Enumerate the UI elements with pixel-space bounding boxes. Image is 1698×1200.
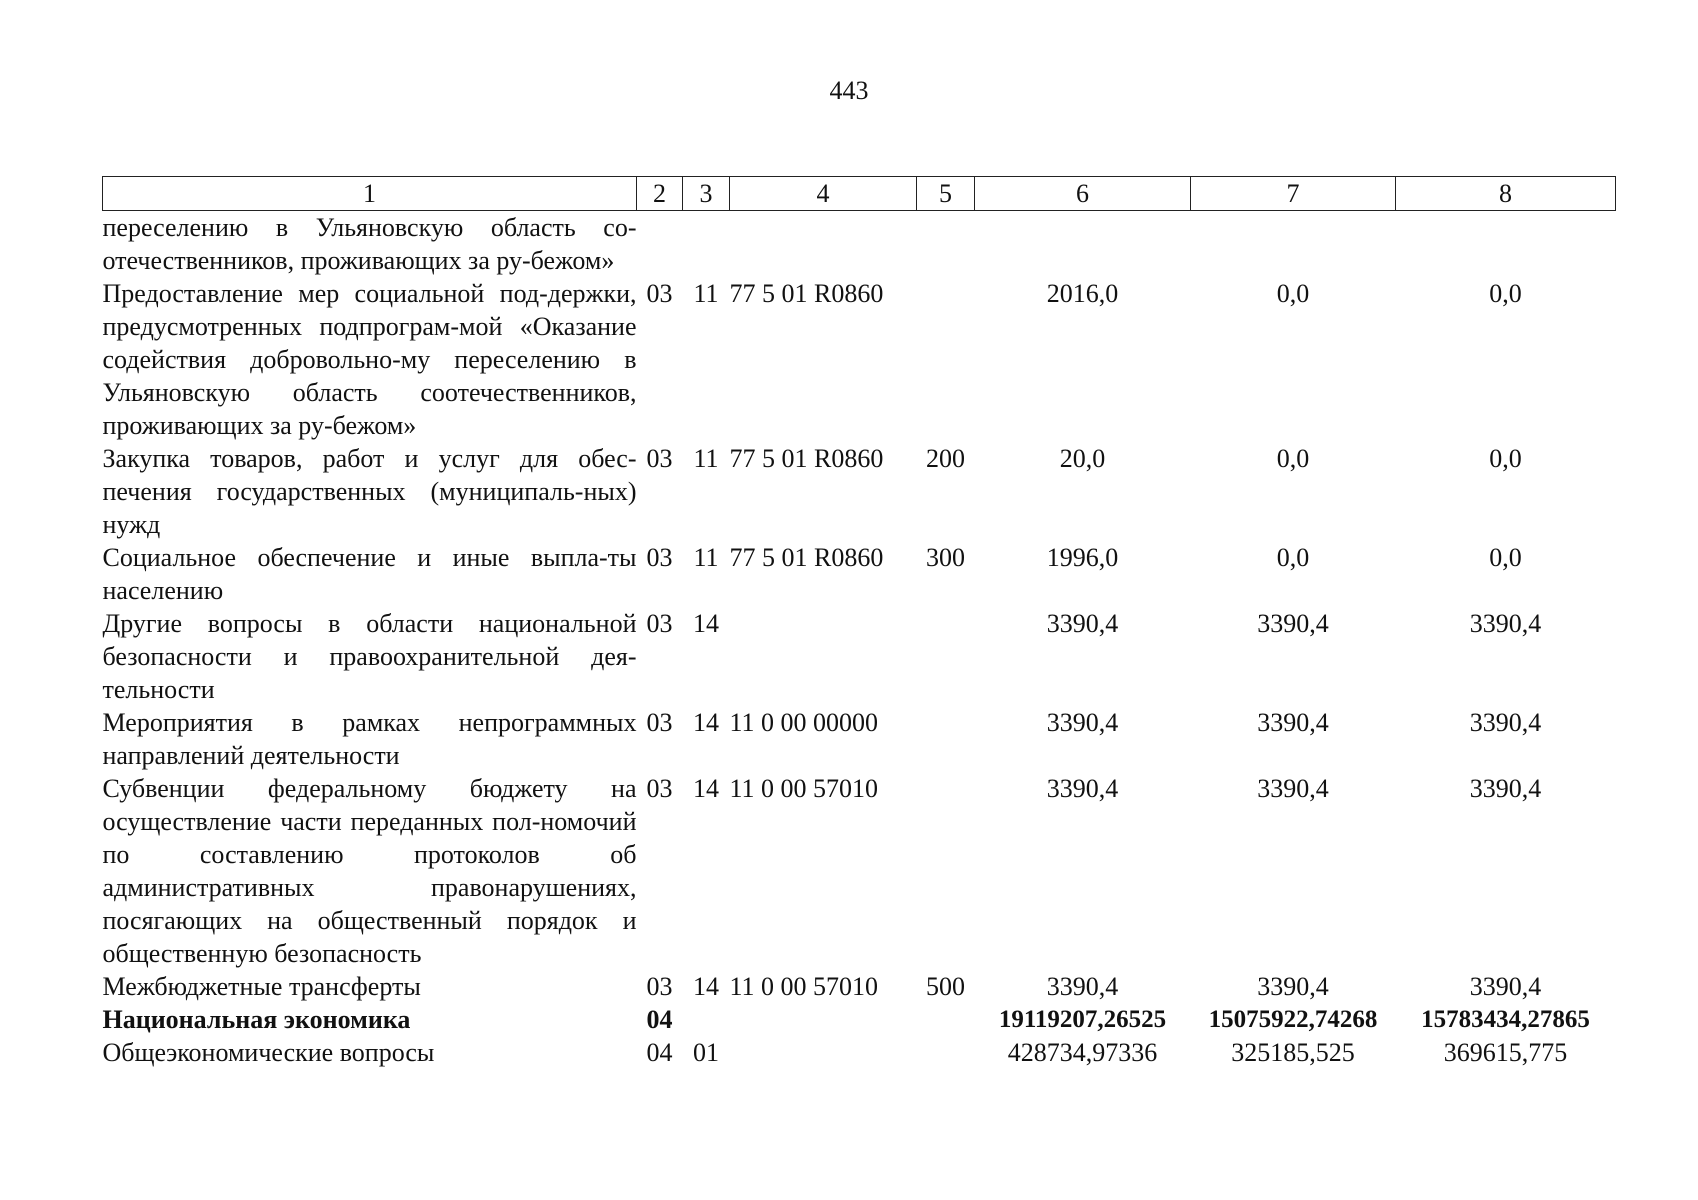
row-name: Закупка товаров, работ и услуг для обес-печения государственных (муниципаль-ных) нужд xyxy=(102,444,637,539)
row-section: 03 xyxy=(646,444,673,473)
row-section: 04 xyxy=(646,1005,673,1034)
row-section: 03 xyxy=(646,543,673,572)
row-subsection: 11 xyxy=(693,543,719,572)
row-expense-type: 200 xyxy=(926,444,965,473)
row-target-code: 11 0 00 57010 xyxy=(729,774,879,803)
column-header-5: 5 xyxy=(917,177,975,211)
row-expense-type xyxy=(917,1003,975,1036)
column-header-1: 1 xyxy=(103,177,637,211)
row-value-col8: 3390,4 xyxy=(1469,609,1542,638)
row-target-code: 77 5 01 R0860 xyxy=(729,543,884,572)
row-section: 03 xyxy=(646,708,673,737)
row-subsection: 11 xyxy=(693,279,719,308)
row-expense-type xyxy=(917,607,975,706)
table-row-section-total xyxy=(103,1003,1616,1036)
row-name: Предоставление мер социальной под-держки, предусмотренных подпрограм-мой «Оказание содействия добровольно-му переселению в Ульяновскую область соотечественников, проживающих за ру-бежом» xyxy=(102,279,637,440)
column-header-4: 4 xyxy=(730,177,917,211)
row-target-code xyxy=(730,1003,917,1036)
row-target-code: 11 0 00 00000 xyxy=(729,708,879,737)
row-subsection xyxy=(683,211,730,278)
row-subsection: 14 xyxy=(693,774,719,803)
row-value-col8: 0,0 xyxy=(1489,279,1522,308)
column-number-header-row xyxy=(103,177,1616,211)
row-value-col6: 3390,4 xyxy=(1046,609,1119,638)
row-value-col7: 325185,525 xyxy=(1231,1038,1355,1067)
table-row xyxy=(103,607,1616,706)
row-subsection: 14 xyxy=(693,708,719,737)
row-section: 03 xyxy=(646,774,673,803)
row-section: 03 xyxy=(646,972,673,1001)
row-value-col7: 3390,4 xyxy=(1257,708,1329,737)
row-value-col6: 2016,0 xyxy=(1046,279,1119,308)
row-name: Мероприятия в рамках непрограммных направлений деятельности xyxy=(102,708,637,770)
row-value-col7: 3390,4 xyxy=(1257,774,1329,803)
row-value-col6: 3390,4 xyxy=(1046,774,1119,803)
row-expense-type xyxy=(917,211,975,278)
table-row xyxy=(103,772,1616,970)
row-name: Другие вопросы в области национальной безопасности и правоохранительной дея-тельности xyxy=(102,609,637,704)
row-value-col8: 15783434,27865 xyxy=(1421,1006,1590,1033)
row-value-col8: 0,0 xyxy=(1489,444,1522,473)
column-header-7: 7 xyxy=(1191,177,1396,211)
row-name: переселению в Ульяновскую область со-отечественников, проживающих за ру-бежом» xyxy=(102,213,637,275)
row-name: Общеэкономические вопросы xyxy=(102,1038,435,1067)
row-target-code: 77 5 01 R0860 xyxy=(729,279,884,308)
row-value-col8: 3390,4 xyxy=(1469,708,1542,737)
row-section: 03 xyxy=(646,279,673,308)
row-section: 03 xyxy=(646,609,673,638)
row-expense-type xyxy=(917,772,975,970)
row-subsection: 14 xyxy=(693,609,719,638)
table-row xyxy=(103,277,1616,442)
table-row xyxy=(103,211,1616,278)
row-section xyxy=(637,211,683,278)
row-value-col7: 0,0 xyxy=(1276,444,1310,473)
column-header-3: 3 xyxy=(683,177,730,211)
budget-table xyxy=(102,176,1616,1069)
row-value-col7: 0,0 xyxy=(1276,279,1310,308)
row-value-col7: 15075922,74268 xyxy=(1208,1006,1378,1033)
row-value-col6: 1996,0 xyxy=(1046,543,1119,572)
row-expense-type xyxy=(917,1036,975,1069)
row-value-col6 xyxy=(975,211,1191,278)
row-target-code xyxy=(730,1036,917,1069)
row-expense-type: 500 xyxy=(926,972,965,1001)
row-subsection: 11 xyxy=(693,444,719,473)
row-value-col7: 3390,4 xyxy=(1257,609,1329,638)
row-value-col6: 20,0 xyxy=(1059,444,1106,473)
row-expense-type xyxy=(917,277,975,442)
table-row xyxy=(103,970,1616,1003)
row-value-col6: 3390,4 xyxy=(1046,708,1119,737)
row-value-col6: 19119207,26525 xyxy=(998,1006,1167,1033)
row-target-code xyxy=(730,211,917,278)
table-row xyxy=(103,442,1616,541)
row-name: Социальное обеспечение и иные выпла-ты населению xyxy=(102,543,637,605)
row-value-col7 xyxy=(1191,211,1396,278)
row-name: Национальная экономика xyxy=(102,1005,411,1034)
row-expense-type: 300 xyxy=(926,543,965,572)
column-header-6: 6 xyxy=(975,177,1191,211)
column-header-8: 8 xyxy=(1396,177,1616,211)
row-name: Субвенции федеральному бюджету на осуществление части переданных пол-номочий по составлению протоколов об административных правонарушениях, посягающих на общественный порядок и общественную безопасность xyxy=(102,774,637,968)
row-value-col8: 3390,4 xyxy=(1469,774,1542,803)
row-section: 04 xyxy=(646,1038,673,1067)
row-value-col7: 3390,4 xyxy=(1257,972,1329,1001)
row-subsection: 14 xyxy=(693,972,719,1001)
page-number: 443 xyxy=(829,76,869,105)
row-target-code: 77 5 01 R0860 xyxy=(729,444,884,473)
row-value-col8: 0,0 xyxy=(1489,543,1522,572)
row-name: Межбюджетные трансферты xyxy=(102,972,421,1001)
row-value-col8: 369615,775 xyxy=(1443,1038,1568,1067)
table-row xyxy=(103,706,1616,772)
row-value-col8: 3390,4 xyxy=(1469,972,1542,1001)
row-value-col7: 0,0 xyxy=(1276,543,1310,572)
table-row xyxy=(103,541,1616,607)
row-value-col8 xyxy=(1396,211,1616,278)
row-target-code: 11 0 00 57010 xyxy=(729,972,879,1001)
row-value-col6: 428734,97336 xyxy=(1007,1038,1158,1067)
row-target-code xyxy=(730,607,917,706)
table-row xyxy=(103,1036,1616,1069)
row-subsection: 01 xyxy=(693,1038,719,1067)
row-subsection xyxy=(683,1003,730,1036)
column-header-2: 2 xyxy=(637,177,683,211)
row-expense-type xyxy=(917,706,975,772)
row-value-col6: 3390,4 xyxy=(1046,972,1119,1001)
